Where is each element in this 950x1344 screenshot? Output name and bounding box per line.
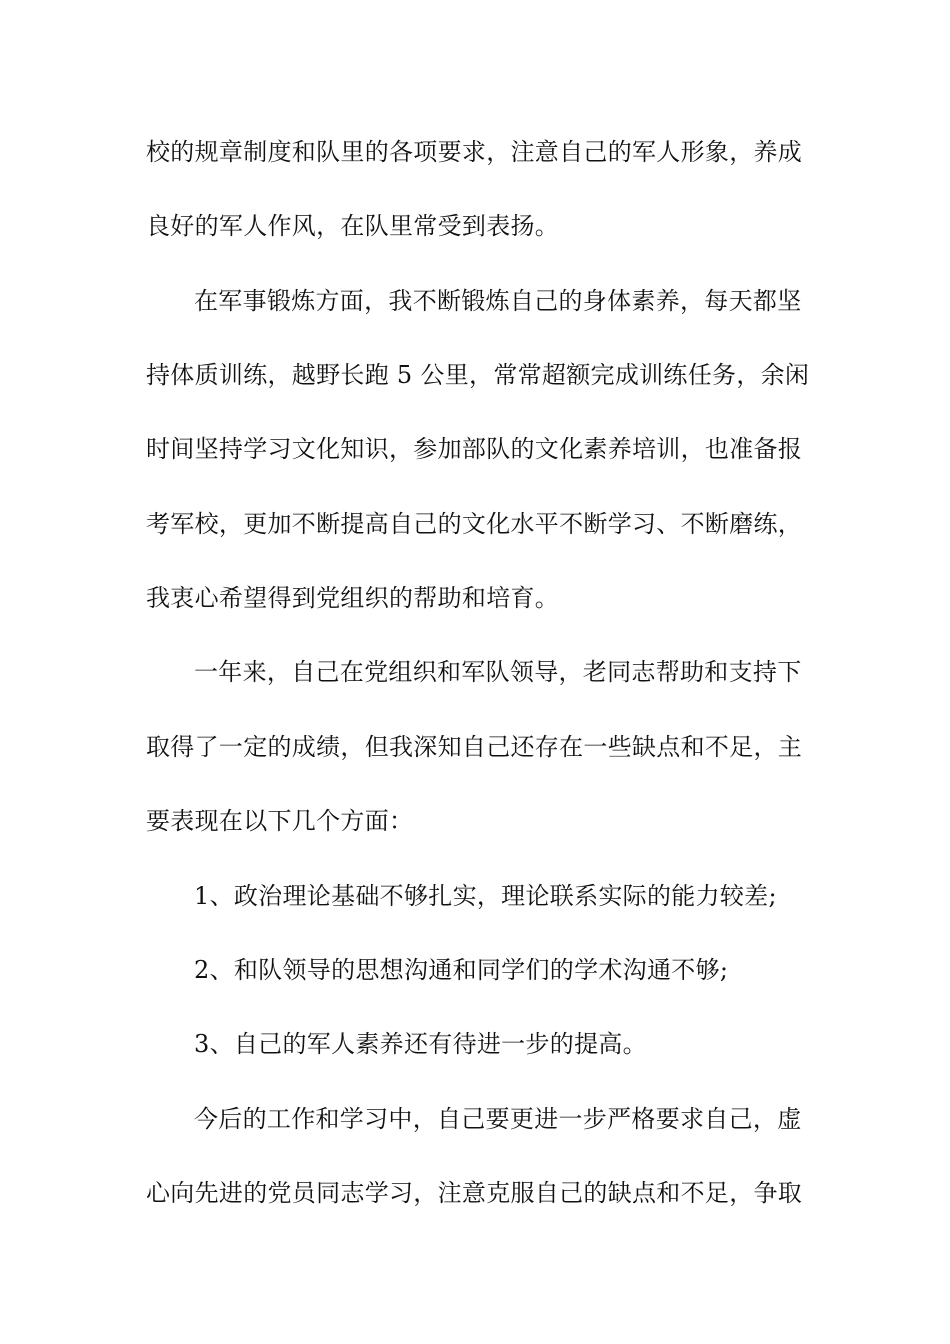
text-line: 考军校，更加不断提高自己的文化水平不断学习、不断磨练，	[146, 510, 803, 538]
text-line: 良好的军人作风，在队里常受到表扬。	[146, 212, 560, 240]
text-line: 取得了一定的成绩，但我深知自己还存在一些缺点和不足，主	[146, 733, 803, 761]
paragraph-start-line: 今后的工作和学习中，自己要更进一步严格要求自己，虚	[194, 1105, 802, 1133]
text-line: 心向先进的党员同志学习，注意克服自己的缺点和不足，争取	[146, 1179, 803, 1207]
text-line: 时间坚持学习文化知识，参加部队的文化素养培训，也准备报	[146, 435, 803, 463]
text-line: 要表现在以下几个方面：	[146, 807, 414, 835]
paragraph-start-line: 在军事锻炼方面，我不断锻炼自己的身体素养，每天都坚	[194, 287, 802, 315]
paragraph-start-line: 一年来，自己在党组织和军队领导，老同志帮助和支持下	[194, 658, 802, 686]
list-item-3: 3、自己的军人素养还有待进一步的提高。	[194, 1030, 647, 1058]
text-line: 我衷心希望得到党组织的帮助和培育。	[146, 584, 560, 612]
list-item-2: 2、和队领导的思想沟通和同学们的学术沟通不够;	[194, 956, 729, 984]
list-item-1: 1、政治理论基础不够扎实，理论联系实际的能力较差;	[194, 882, 777, 910]
text-line: 持体质训练，越野长跑 5 公里，常常超额完成训练任务，余闲	[146, 361, 810, 389]
text-line: 校的规章制度和队里的各项要求，注意自己的军人形象，养成	[146, 138, 803, 166]
